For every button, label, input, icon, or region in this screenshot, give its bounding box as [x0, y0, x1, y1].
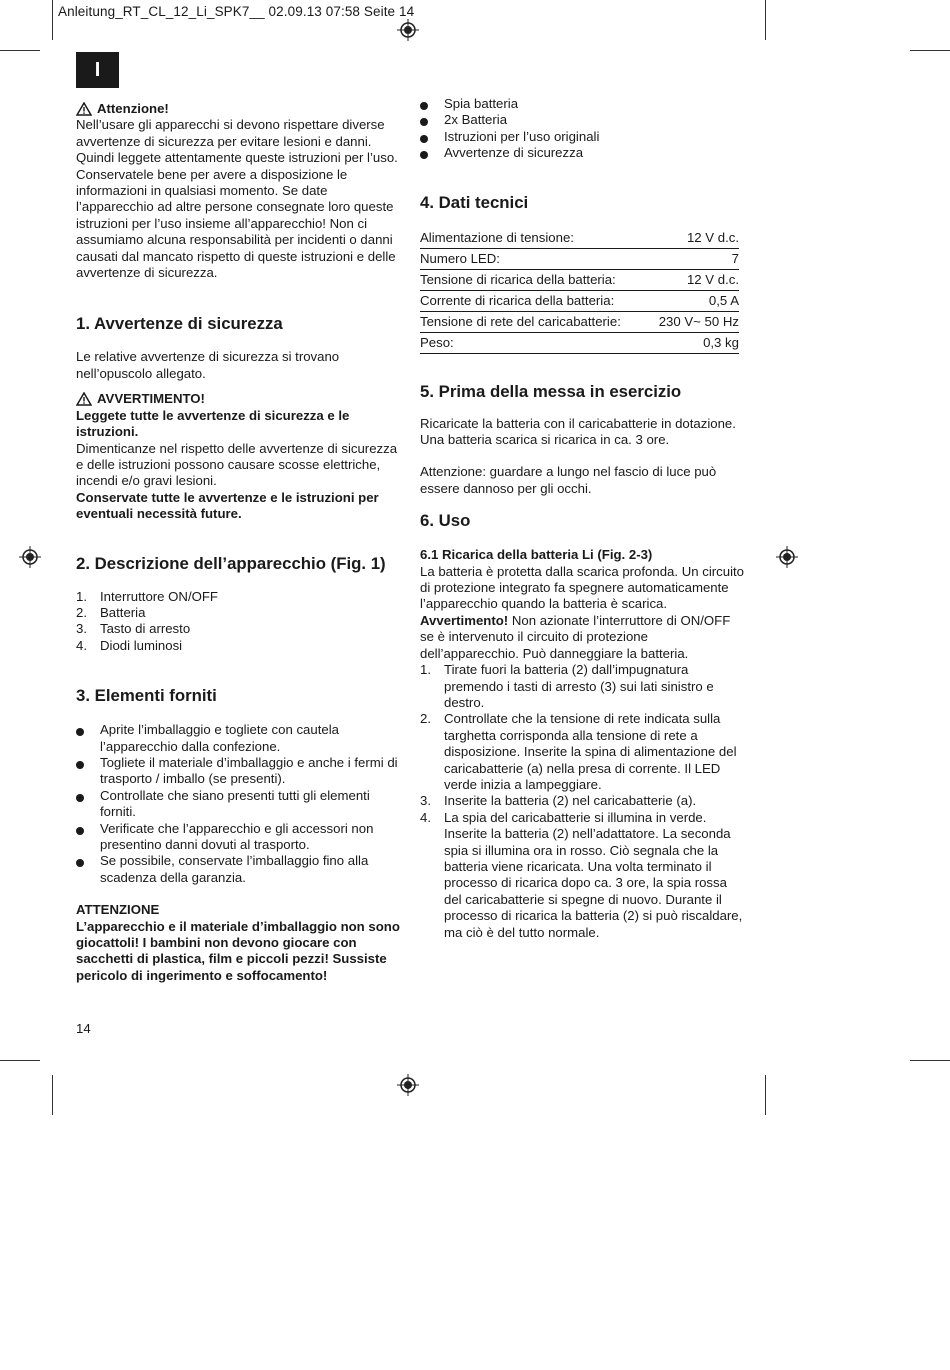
crop-mark: [765, 0, 766, 40]
section-6-1-text: La batteria è protetta dalla scarica profonda. Un circuito di protezione integrato fa spegnere automaticamente l’apparecchio quando la batteria è scarica.: [420, 563, 745, 612]
right-column: [420, 96, 745, 941]
registration-mark-icon: [19, 546, 41, 568]
attention-heading: [76, 101, 406, 117]
bullet-icon: [76, 722, 100, 755]
warning-heading: [76, 391, 406, 407]
table-row: Tensione di ricarica della batteria: 12 V d.c.: [420, 269, 739, 290]
list-item: 3. Inserite la batteria (2) nel caricabatterie (a).: [420, 793, 697, 809]
registration-mark-icon: [397, 1074, 419, 1096]
left-column: [76, 101, 406, 984]
list-item: Verificate che l’apparecchio e gli accessori non presentino danni dovuti al trasporto.: [76, 821, 406, 854]
list-item: 4. La spia del caricabatterie si illumina in verde. Inserite la batteria (2) nell’adattatore. La seconda spia si illumina ora in rosso. Ciò segnala che la batteria viene ricaricata. Una volta terminato il processo di ricarica dopo ca. 3 ore, la spia rossa del caricabatterie si spegne di nuovo. Durante il processo di ricarica la batteria (2) si può riscaldare, ma ciò è del tutto normale.: [420, 809, 743, 940]
section-4-title: 4. Dati tecnici: [420, 192, 529, 212]
list-item: Togliete il materiale d’imballaggio e anche i fermi di trasporto / imballo (se presenti).: [76, 755, 406, 788]
bullet-icon: [76, 788, 100, 821]
warning-bold-keep: Conservate tutte le avvertenze e le istruzioni per eventuali necessità future.: [76, 489, 379, 522]
section-5-text: Ricaricate la batteria con il caricabatterie in dotazione. Una batteria scarica si ricarica in ca. 3 ore.: [420, 415, 736, 448]
page-number: 14: [76, 1021, 91, 1036]
table-row: Numero LED: 7: [420, 248, 739, 269]
bullet-icon: [76, 853, 100, 886]
table-row: Peso: 0,3 kg: [420, 332, 739, 353]
list-item: 1. Interruttore ON/OFF: [76, 588, 218, 604]
attention-text: Nell’usare gli apparecchi si devono rispettare diverse avvertenze di sicurezza per evitare lesioni e danni. Quindi leggete attentamente queste istruzioni per l’uso. Conservatele bene per avere a disposizione le informazioni in qualsiasi momento. Se date l’apparecchio ad altre persone consegnate loro queste istruzioni per l’uso insieme all’apparecchio! Non ci assumiamo alcuna responsabilità per incidenti o danni causati dal mancato rispetto di queste istruzioni e delle avvertenze di sicurezza.: [76, 117, 398, 281]
charging-steps-list: [420, 662, 745, 941]
list-item: Se possibile, conservate l’imballaggio fino alla scadenza della garanzia.: [76, 853, 406, 886]
device-parts-list: [76, 589, 406, 655]
registration-mark-icon: [397, 19, 419, 41]
warning-text: Dimenticanze nel rispetto delle avvertenze di sicurezza e delle istruzioni possono causare scosse elettriche, incendi e/o gravi lesioni.: [76, 440, 398, 489]
section-2-title: 2. Descrizione dell’apparecchio (Fig. 1): [76, 553, 386, 573]
table-row: Corrente di ricarica della batteria: 0,5 A: [420, 290, 739, 311]
delivery-steps-list: [76, 722, 406, 886]
section-6-title: 6. Uso: [420, 511, 471, 531]
warning-triangle-icon: [76, 392, 92, 406]
bullet-icon: [76, 821, 100, 854]
attention-title: Attenzione!: [97, 101, 169, 116]
delivery-contents-list: [420, 96, 745, 162]
crop-mark: [765, 1075, 766, 1115]
list-item: Controllate che siano presenti tutti gli elementi forniti.: [76, 788, 406, 821]
list-item: 4. Diodi luminosi: [76, 637, 183, 653]
list-item: 2. Batteria: [76, 604, 146, 620]
list-item: 2. Controllate che la tensione di rete indicata sulla targhetta corrisponda alla tensione di rete a disposizione. Inserite la spina di alimentazione del caricabatterie (a) nella presa di corrente. Il LED verde inizia a lampeggiare.: [420, 711, 737, 792]
list-item: Aprite l’imballaggio e togliete con cautela l’apparecchio dalla confezione.: [76, 722, 406, 755]
registration-mark-icon: [776, 546, 798, 568]
caution-title: ATTENZIONE: [76, 902, 160, 918]
bullet-icon: [420, 112, 444, 128]
language-tab: I: [76, 52, 119, 88]
list-item: 1. Tirate fuori la batteria (2) dall’impugnatura premendo i tasti di arresto (3) sui lati sinistro e destro.: [420, 662, 714, 710]
table-row: Tensione di rete del caricabatterie: 230 V~ 50 Hz: [420, 311, 739, 332]
table-row: Alimentazione di tensione: 12 V d.c.: [420, 228, 739, 249]
list-item: Istruzioni per l’uso originali: [420, 129, 745, 145]
print-header: Anleitung_RT_CL_12_Li_SPK7__ 02.09.13 07:58 Seite 14: [58, 4, 415, 19]
caution-text: L’apparecchio e il materiale d’imballaggio non sono giocattoli! I bambini non devono giocare con sacchetti di plastica, film e piccoli pezzi! Sussiste pericolo di ingerimento e soffocamento!: [76, 918, 400, 983]
warning-triangle-icon: [76, 102, 92, 116]
bullet-icon: [76, 755, 100, 788]
section-6-1-title: 6.1 Ricarica della batteria Li (Fig. 2-3): [420, 547, 653, 563]
list-item: Spia batteria: [420, 96, 745, 112]
section-5-title: 5. Prima della messa in esercizio: [420, 381, 682, 401]
technical-data-table: [420, 228, 739, 354]
section-5-caution: Attenzione: guardare a lungo nel fascio di luce può essere dannoso per gli occhi.: [420, 464, 717, 496]
warning-title: AVVERTIMENTO!: [97, 391, 205, 407]
crop-mark: [0, 50, 40, 51]
bullet-icon: [420, 129, 444, 145]
crop-mark: [910, 1060, 950, 1061]
list-item: 3. Tasto di arresto: [76, 621, 191, 637]
section-1-text: Le relative avvertenze di sicurezza si trovano nell’opuscolo allegato.: [76, 349, 340, 381]
list-item: Avvertenze di sicurezza: [420, 145, 745, 161]
list-item: 2x Batteria: [420, 112, 745, 128]
section-1-title: 1. Avvertenze di sicurezza: [76, 314, 283, 334]
crop-mark: [0, 1060, 40, 1061]
crop-mark: [52, 0, 53, 40]
crop-mark: [910, 50, 950, 51]
section-3-title: 3. Elementi forniti: [76, 686, 217, 706]
bullet-icon: [420, 145, 444, 161]
warning-label: Avvertimento!: [420, 612, 509, 628]
crop-mark: [52, 1075, 53, 1115]
section-6-1-warning: Avvertimento! Non azionate l’interruttore di ON/OFF se è intervenuto il circuito di protezione dell’apparecchio. Può danneggiare la batteria.: [420, 612, 731, 661]
warning-bold-read: Leggete tutte le avvertenze di sicurezza e le istruzioni.: [76, 407, 350, 440]
bullet-icon: [420, 96, 444, 112]
